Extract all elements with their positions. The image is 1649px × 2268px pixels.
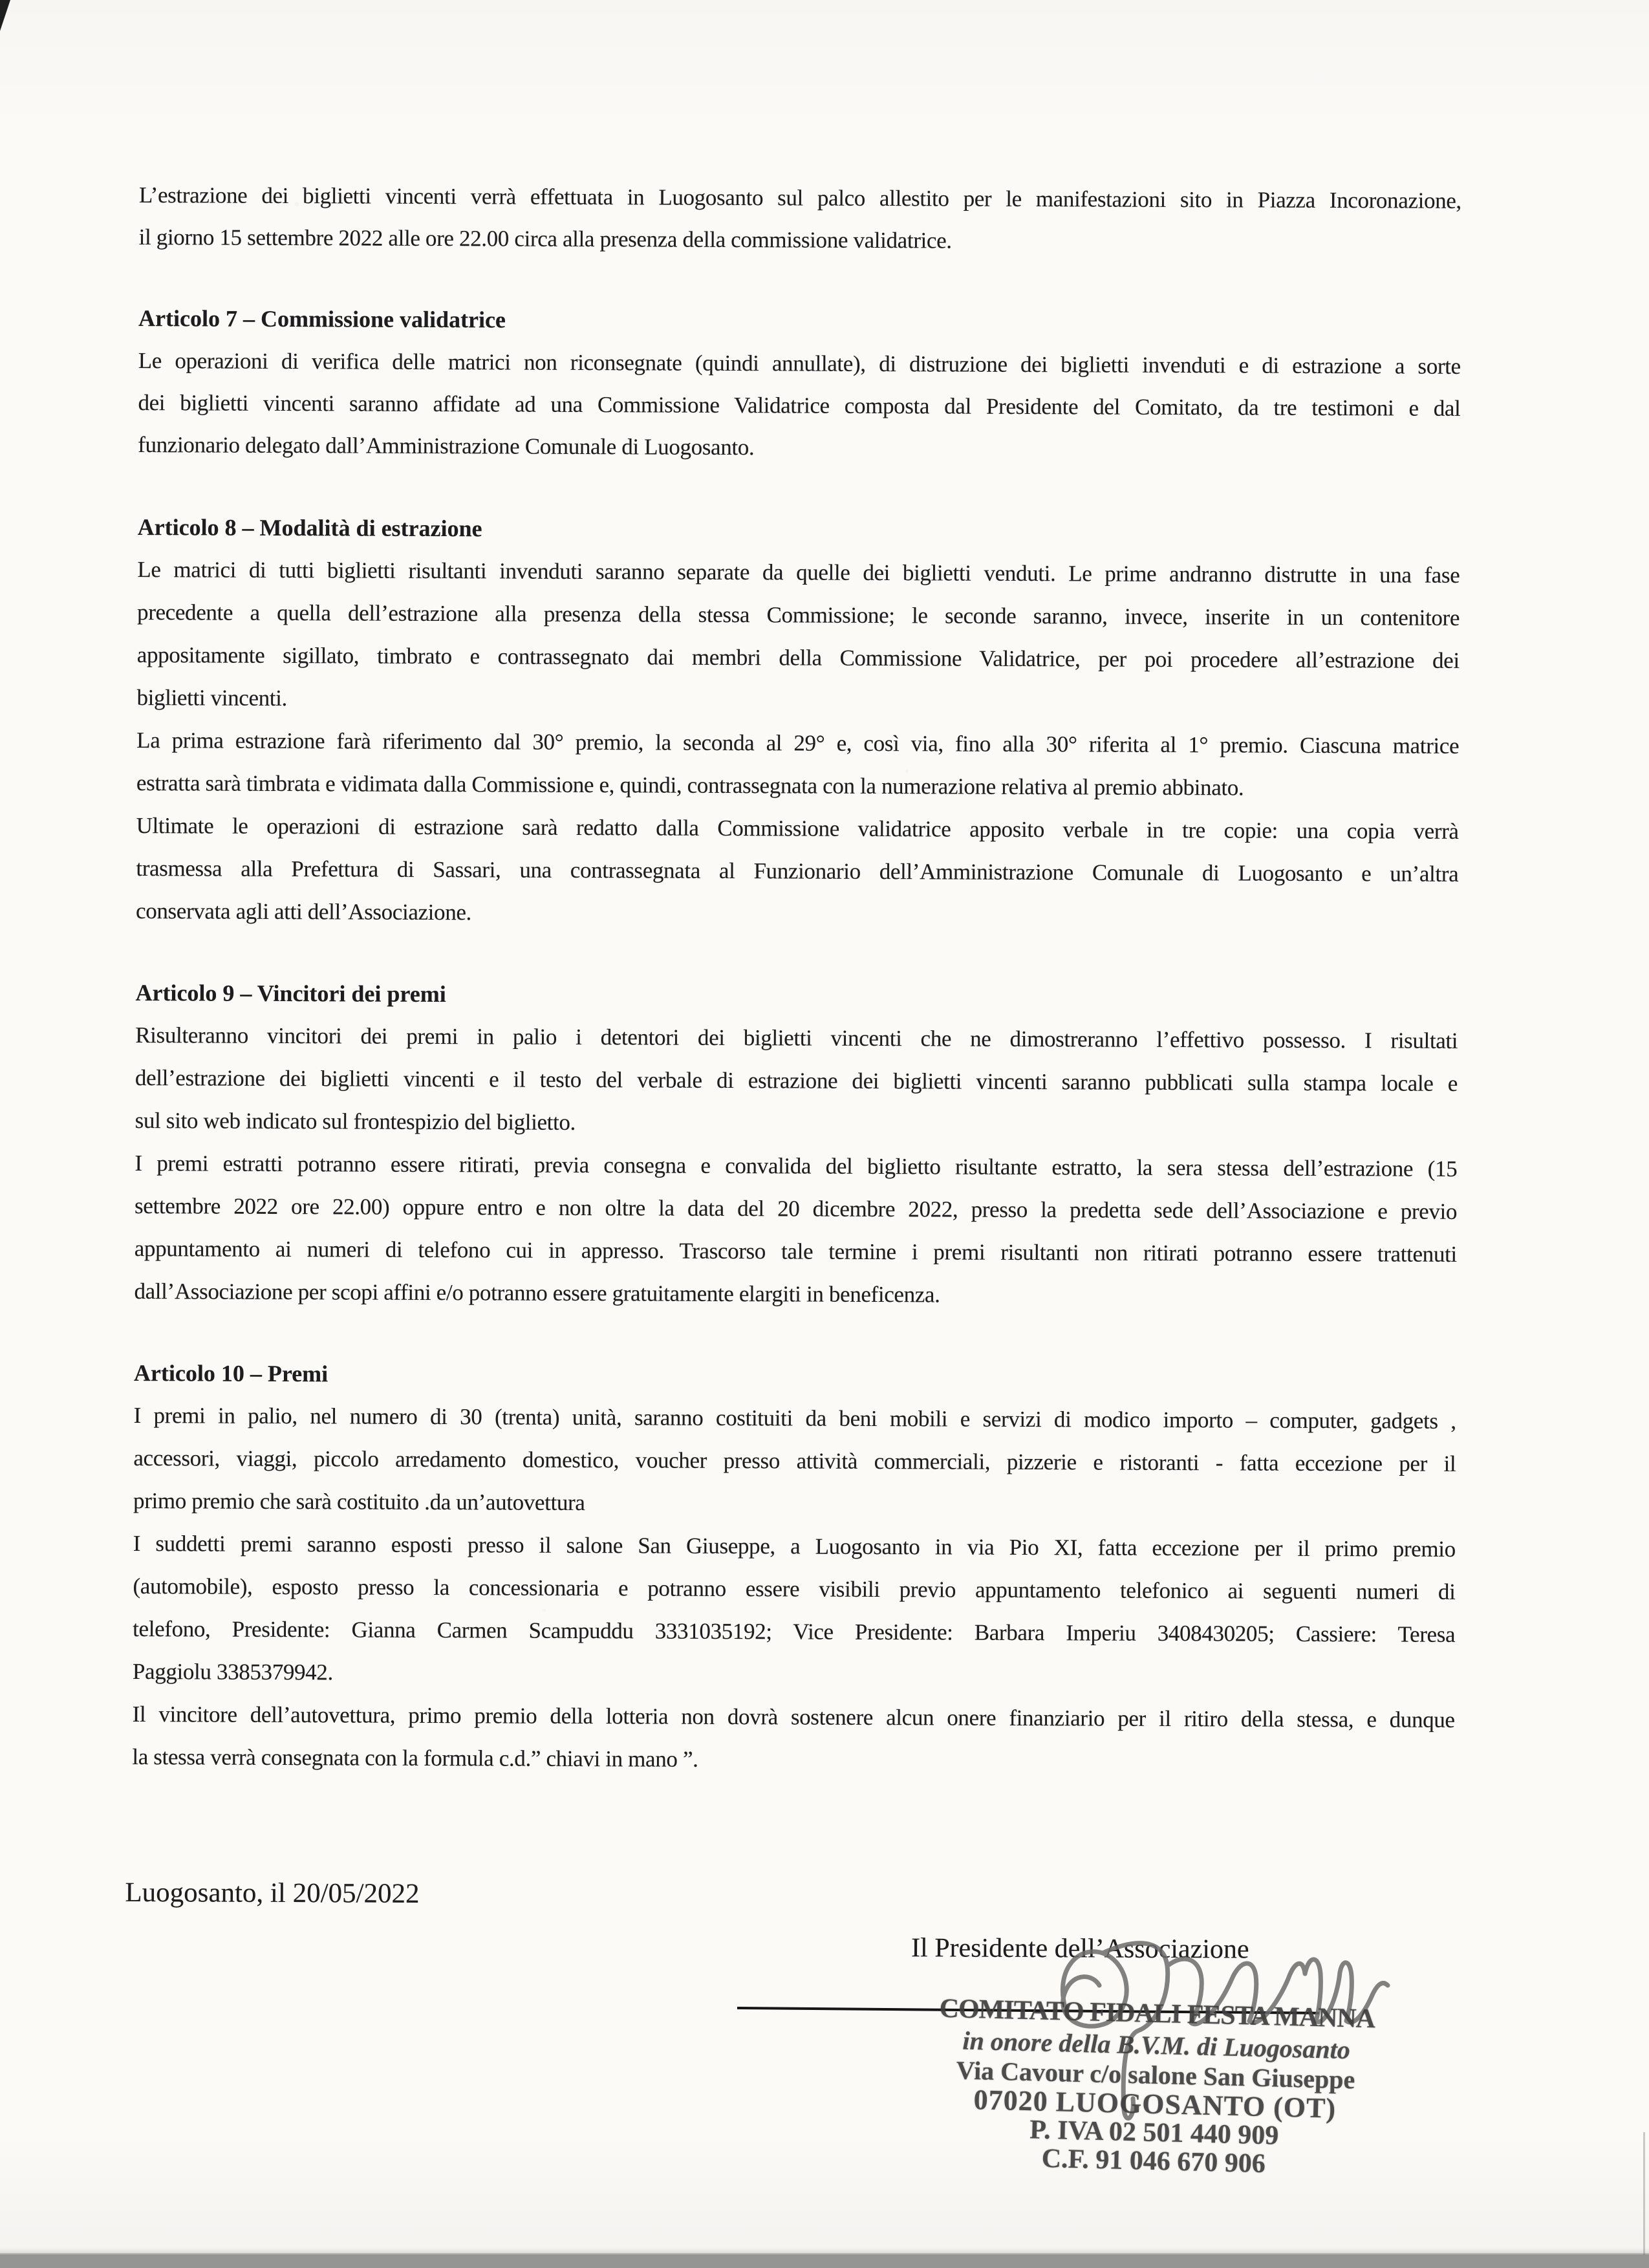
body-line: trasmessa alla Prefettura di Sassari, una contrassegnata al Funzionario dell’Amministrazione Comunale di Luogosanto e un’altra xyxy=(136,855,1459,887)
body-line: Le matrici di tutti biglietti risultanti invenduti saranno separate da quelle dei biglietti venduti. Le prime andranno distrutte in una fase xyxy=(137,556,1460,588)
body-line: conservata agli atti dell’Associazione. xyxy=(135,898,472,925)
place-date-line: Luogosanto, il 20/05/2022 xyxy=(125,1877,420,1909)
body-line: Ultimate le operazioni di estrazione sarà redatto dalla Commissione validatrice apposito verbale in tre copie: una copia verrà xyxy=(136,812,1459,844)
body-line: accessori, viaggi, piccolo arredamento domestico, voucher presso attività commerciali, pizzerie e ristoranti - fatta eccezione per il xyxy=(133,1445,1456,1476)
body-line: Le operazioni di verifica delle matrici non riconsegnate (quindi annullate), di distruzione dei biglietti invenduti e di estrazione a sorte xyxy=(138,347,1461,379)
body-line: dei biglietti vincenti saranno affidate ad una Commissione Validatrice composta dal Presidente del Comitato, da tre testimoni e dal xyxy=(138,389,1461,421)
body-line: la stessa verrà consegnata con la formula c.d.” chiavi in mano ”. xyxy=(132,1744,698,1772)
body-line: I premi in palio, nel numero di 30 (trenta) unità, saranno costituiti da beni mobili e servizi di modico importo – computer, gadgets , xyxy=(133,1402,1456,1434)
body-line: settembre 2022 ore 22.00) oppure entro e non oltre la data del 20 dicembre 2022, presso la predetta sede dell’Associazione e previo xyxy=(135,1193,1458,1224)
scan-edge-bar xyxy=(0,2253,1649,2268)
body-line: telefono, Presidente: Gianna Carmen Scampuddu 3331035192; Vice Presidente: Barbara Imperiu 3408430205; Cassiere: Teresa xyxy=(133,1615,1456,1647)
article-10-heading: Articolo 10 – Premi xyxy=(133,1359,329,1387)
signer-title: Il Presidente dell’Associazione xyxy=(911,1933,1249,1965)
paper-edge-shadow xyxy=(1643,2132,1645,2255)
stamp-dedication-line: in onore della B.V.M. di Luogosanto xyxy=(962,2025,1351,2065)
body-line: biglietti vincenti. xyxy=(136,684,288,711)
body-line: primo premio che sarà costituito .da un’autovettura xyxy=(133,1487,585,1516)
stamp-vat-line: P. IVA 02 501 440 909 xyxy=(1029,2115,1279,2151)
stamp-city-line: 07020 LUOGOSANTO (OT) xyxy=(973,2084,1337,2124)
body-line: precedente a quella dell’estrazione alla presenza della stessa Commissione; le seconde saranno, invece, inserite in un contenitore xyxy=(137,599,1460,631)
body-line: Risulteranno vincitori dei premi in palio i detentori dei biglietti vincenti che ne dimostreranno l’effettivo possesso. I risultati xyxy=(135,1022,1458,1053)
body-line: appositamente sigillato, timbrato e contrassegnato dai membri della Commissione Validatrice, per poi procedere all’estrazione dei xyxy=(136,642,1460,673)
body-line: funzionario delegato dall’Amministrazione Comunale di Luogosanto. xyxy=(138,431,755,460)
body-line: il giorno 15 settembre 2022 alle ore 22.00 circa alla presenza della commissione validatrice. xyxy=(138,224,952,254)
body-line: La prima estrazione farà riferimento dal 30° premio, la seconda al 29° e, così via, fino alla 30° riferita al 1° premio. Ciascuna matrice xyxy=(136,727,1460,759)
body-line: appuntamento ai numeri di telefono cui in appresso. Trascorso tale termine i premi risultanti non ritirati potranno essere trattenuti xyxy=(134,1235,1457,1267)
body-line: Il vincitore dell’autovettura, primo premio della lotteria non dovrà sostenere alcun onere finanziario per il ritiro della stessa, e dunque xyxy=(132,1701,1455,1733)
body-line: (automobile), esposto presso la concessionaria e potranno essere visibili previo appuntamento telefonico ai seguenti numeri di xyxy=(133,1573,1456,1604)
body-line: I premi estratti potranno essere ritirati, previa consegna e convalida del biglietto risultante estratto, la sera stessa dell’estrazione (15 xyxy=(135,1150,1458,1182)
body-line: sul sito web indicato sul frontespizio del biglietto. xyxy=(135,1107,576,1135)
stamp-fiscal-code-line: C.F. 91 046 670 906 xyxy=(1041,2143,1266,2179)
body-line: dell’estrazione dei biglietti vincenti e il testo del verbale di estrazione dei biglietti vincenti saranno pubblicati sulla stampa locale e xyxy=(135,1064,1458,1096)
body-line: I suddetti premi saranno esposti presso il salone San Giuseppe, a Luogosanto in via Pio XI, fatta eccezione per il primo premio xyxy=(133,1530,1456,1562)
body-line: estratta sarà timbrata e vidimata dalla Commissione e, quindi, contrassegnata con la numerazione relativa al premio abbinato. xyxy=(136,770,1244,801)
stamp-committee-name: COMITATO FIDALI FESTA MANNA xyxy=(939,1993,1375,2035)
body-line: dall’Associazione per scopi affini e/o potranno essere gratuitamente elargiti in beneficenza. xyxy=(134,1278,940,1308)
body-line: Paggiolu 3385379942. xyxy=(132,1658,333,1685)
article-9-heading: Articolo 9 – Vincitori dei premi xyxy=(135,979,446,1008)
article-7-heading: Articolo 7 – Commissione validatrice xyxy=(138,305,506,333)
stamp-address-line: Via Cavour c/o salone San Giuseppe xyxy=(956,2055,1355,2095)
body-line: L’estrazione dei biglietti vincenti verrà effettuata in Luogosanto sul palco allestito per le manifestazioni sito in Piazza Incoronazione, xyxy=(138,182,1461,213)
article-8-heading: Articolo 8 – Modalità di estrazione xyxy=(137,513,482,542)
association-stamp xyxy=(901,1991,1410,2181)
